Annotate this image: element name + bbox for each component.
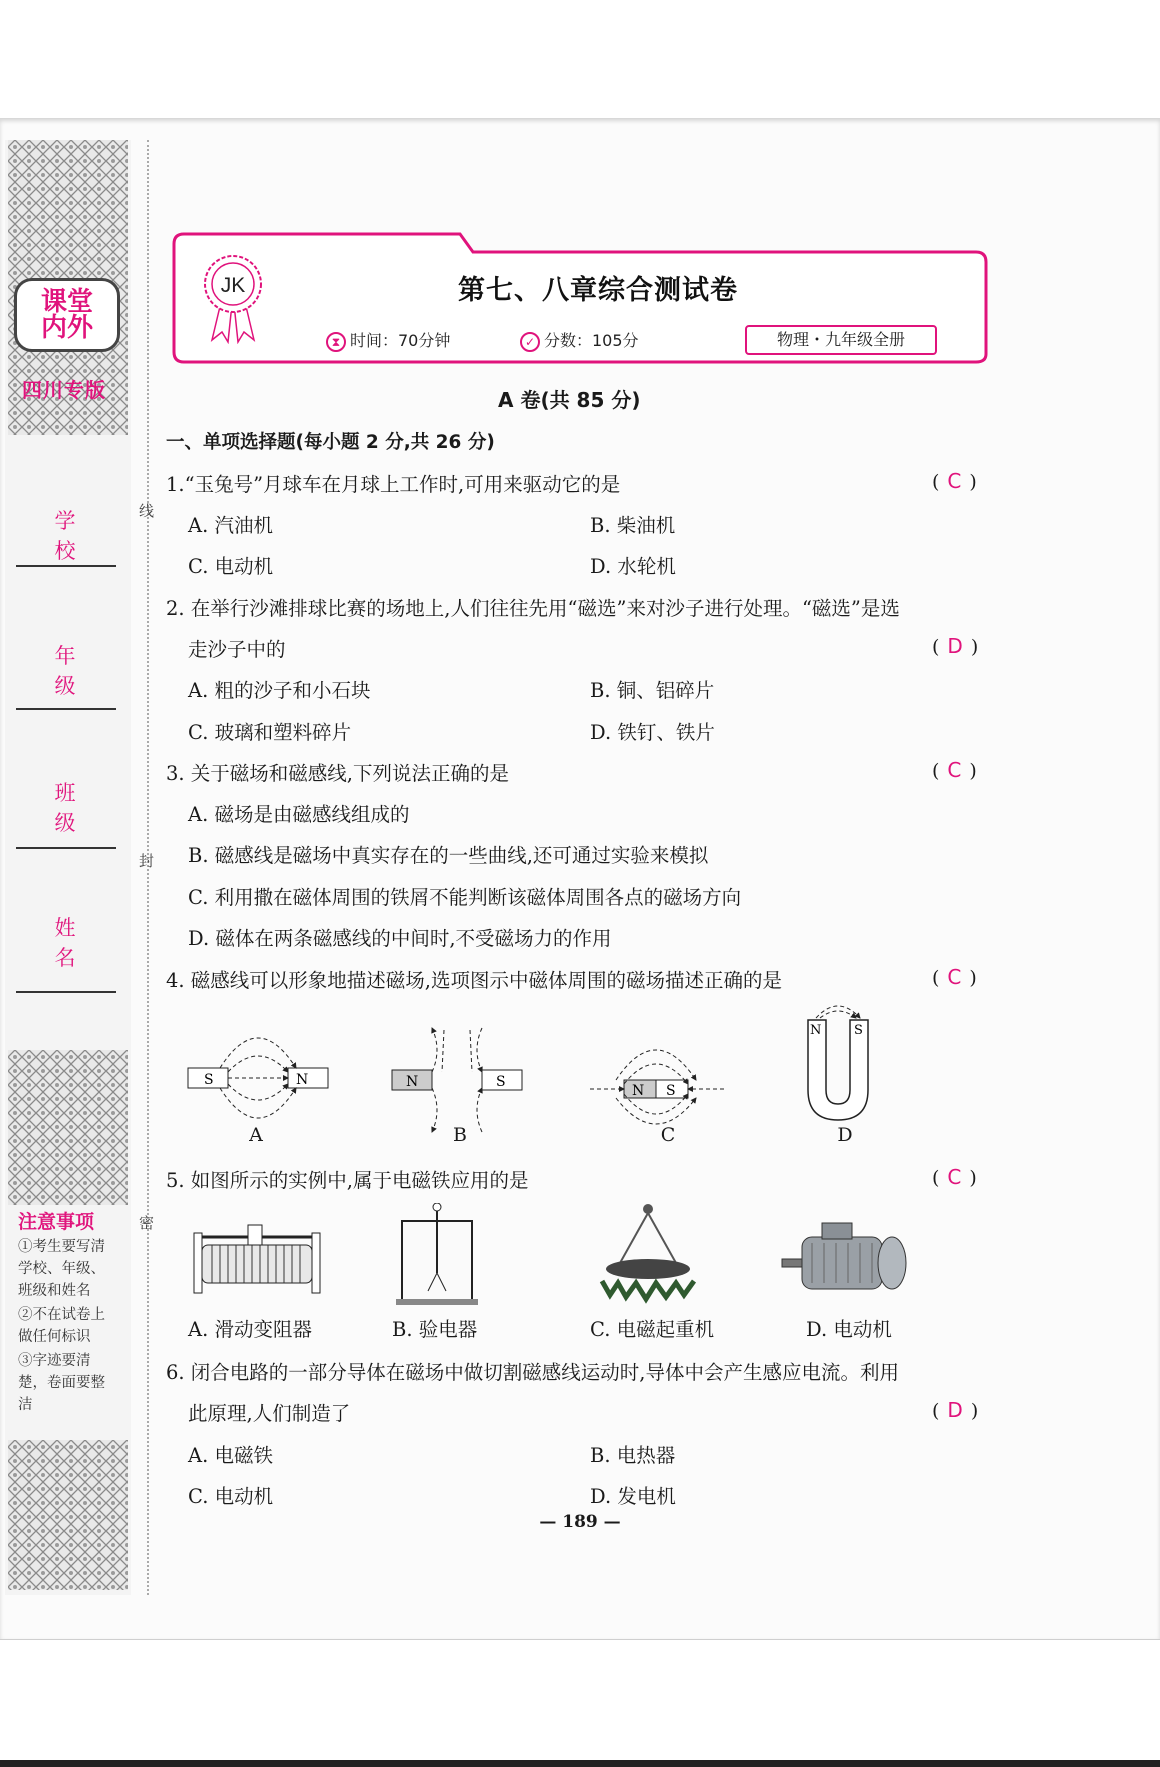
answer-value: D [947, 1398, 963, 1422]
answer-value: C [947, 758, 962, 782]
figure-caption: B [453, 1124, 467, 1146]
pole-label: S [666, 1083, 676, 1099]
page-title: 第七、八章综合测试卷 [458, 275, 738, 306]
notes-title: 注意事项 [18, 1211, 95, 1233]
option: A. 粗的沙子和小石块 [188, 679, 371, 702]
answer-value: D [947, 634, 963, 658]
note-item: ①考生要写清学校、年级、班级和姓名 [18, 1239, 105, 1299]
subject-badge: 物理・九年级全册 [745, 325, 937, 355]
question-stem: 4. 磁感线可以形象地描述磁场,选项图示中磁体周围的磁场描述正确的是 [166, 969, 783, 992]
option: B. 磁感线是磁场中真实存在的一些曲线,还可通过实验来模拟 [188, 844, 709, 867]
crane-image [602, 1204, 694, 1299]
name-field[interactable] [16, 912, 116, 972]
pole-label: N [406, 1074, 419, 1090]
option: D. 铁钉、铁片 [590, 721, 715, 744]
score-info [520, 328, 639, 352]
option: C. 玻璃和塑料碎片 [188, 721, 352, 744]
question-stem: 6. 闭合电路的一部分导体在磁场中做切割磁感线运动时,导体中会产生感应电流。利用 [166, 1361, 900, 1384]
name-line [16, 991, 116, 993]
time-info [326, 328, 450, 352]
bottom-bar [0, 1760, 1160, 1767]
school-line [16, 565, 116, 567]
answer-slot: ( D ) [932, 634, 979, 658]
brand-logo [14, 278, 120, 352]
grade-field[interactable] [16, 640, 116, 700]
part-heading: 一、单项选择题(每小题 2 分,共 26 分) [166, 432, 495, 453]
grade-line [16, 708, 116, 710]
margin-char: 密 [139, 1214, 155, 1232]
option: D. 磁体在两条磁感线的中间时,不受磁场力的作用 [188, 927, 612, 950]
answer-slot: ( C ) [932, 469, 977, 493]
pole-label: N [810, 1023, 822, 1038]
question-stem: 5. 如图所示的实例中,属于电磁铁应用的是 [166, 1169, 529, 1192]
class-line [16, 847, 116, 849]
question-stem: 1.“玉兔号”月球车在月球上工作时,可用来驱动它的是 [166, 473, 621, 496]
note-item: ②不在试卷上做任何标识 [18, 1307, 105, 1345]
option: C. 电动机 [188, 555, 274, 578]
question-stem: 2. 在举行沙滩排球比赛的场地上,人们往往先用“磁选”来对沙子进行处理。“磁选”是选 [166, 597, 900, 620]
figure-caption: D [837, 1124, 853, 1146]
pole-label: N [632, 1083, 645, 1099]
answer-slot: ( D ) [932, 1398, 979, 1422]
margin-char: 线 [139, 502, 155, 520]
badge-text: JK [220, 274, 246, 297]
figure-c [590, 1050, 724, 1124]
question-stem-cont: 此原理,人们制造了 [188, 1402, 351, 1425]
class-field[interactable] [16, 777, 116, 837]
figure-d [808, 1006, 868, 1120]
option: A. 汽油机 [188, 514, 273, 537]
section-title: A 卷(共 85 分) [498, 388, 641, 412]
pole-label: S [496, 1074, 506, 1090]
option: D. 水轮机 [590, 555, 676, 578]
option: C. 利用撒在磁体周围的铁屑不能判断该磁体周围各点的磁场方向 [188, 886, 742, 909]
figure-a [188, 1038, 328, 1118]
note-item: ③字迹要清楚，卷面要整洁 [18, 1353, 105, 1413]
option: A. 滑动变阻器 [188, 1318, 312, 1341]
time-text: 时间：70分钟 [350, 331, 451, 350]
electroscope-image [396, 1203, 478, 1305]
option: B. 柴油机 [590, 514, 676, 537]
pole-label: N [296, 1072, 309, 1088]
magnet-field-figures [180, 1000, 1040, 1145]
option: C. 电磁起重机 [590, 1318, 715, 1341]
option: A. 磁场是由磁感线组成的 [188, 803, 410, 826]
decorative-pattern-middle [8, 1050, 128, 1205]
answer-slot: ( C ) [932, 758, 977, 782]
jk-badge-icon [202, 254, 264, 344]
answer-slot: ( C ) [932, 1165, 977, 1189]
answer-value: C [947, 1165, 962, 1189]
figure-b [392, 1028, 522, 1132]
page-number: — 189 — [539, 1512, 621, 1532]
option: D. 发电机 [590, 1485, 676, 1508]
answer-slot: ( C ) [932, 965, 977, 989]
edition-label: 四川专版 [22, 378, 106, 402]
rheostat-image [194, 1225, 320, 1293]
option: D. 电动机 [806, 1318, 892, 1341]
option: C. 电动机 [188, 1485, 274, 1508]
test-header [168, 232, 988, 362]
logo-line2: 内外 [40, 313, 93, 343]
question-stem: 3. 关于磁场和磁感线,下列说法正确的是 [166, 762, 510, 785]
notes-box [18, 1207, 118, 1416]
score-text: 分数：105分 [544, 331, 639, 350]
option: B. 铜、铝碎片 [590, 679, 715, 702]
figure-caption: C [660, 1124, 676, 1146]
option: A. 电磁铁 [188, 1444, 273, 1467]
logo-line1: 课堂 [40, 287, 93, 317]
school-label: 学校 [54, 509, 98, 563]
answer-value: C [947, 469, 962, 493]
device-pictures [190, 1203, 930, 1311]
option: B. 验电器 [392, 1318, 478, 1341]
figure-caption: A [249, 1124, 263, 1146]
answer-value: C [947, 965, 962, 989]
pole-label: S [854, 1023, 863, 1038]
pole-label: S [204, 1072, 214, 1088]
option: B. 电热器 [590, 1444, 676, 1467]
school-field[interactable] [16, 505, 116, 565]
motor-image [782, 1223, 906, 1289]
class-label: 班级 [54, 781, 98, 835]
grade-label: 年级 [54, 644, 98, 698]
check-icon: ✓ [520, 332, 540, 352]
question-stem-cont: 走沙子中的 [188, 638, 286, 661]
name-label: 姓名 [54, 916, 98, 970]
margin-char: 封 [139, 852, 155, 870]
decorative-pattern-bottom [8, 1440, 128, 1590]
hourglass-icon: ⧗ [326, 332, 346, 352]
